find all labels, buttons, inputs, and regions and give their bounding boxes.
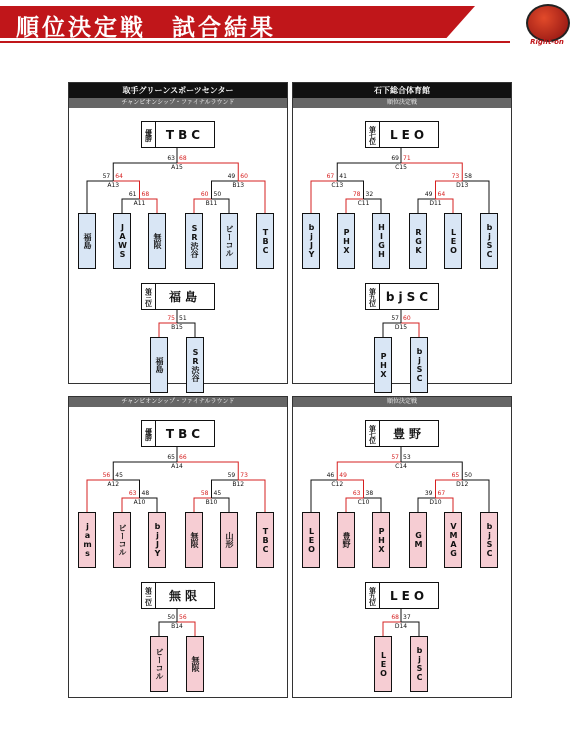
game-id: B15 [171, 324, 183, 331]
score-label: 41 [339, 173, 347, 180]
third-place-box [141, 283, 215, 310]
score-label: 65 [451, 472, 460, 479]
venue-title: 取手グリーンスポーツセンター [69, 83, 287, 98]
score-label: 45 [115, 472, 123, 479]
round-title: 順位決定戦 [293, 98, 511, 108]
score-label: 66 [179, 454, 187, 461]
team-box: 福島 [150, 337, 168, 393]
venue-title: 石下総合体育館 [293, 83, 511, 98]
rank-label: 第九位 [366, 583, 380, 608]
game-id: D14 [394, 623, 408, 630]
score-label: 57 [102, 173, 111, 180]
team-box: RGK [409, 213, 427, 269]
team-box: bjJY [302, 213, 320, 269]
third-place-box [365, 582, 439, 609]
third-place-name: bjSC [385, 289, 433, 304]
score-label: 56 [102, 472, 111, 479]
score-label: 37 [403, 614, 411, 621]
team-box: jams [78, 512, 96, 568]
team-box: LEO [444, 213, 462, 269]
game-id: C12 [331, 481, 344, 488]
game-id: A12 [107, 481, 120, 488]
logo-emblem-icon [526, 4, 570, 42]
score-label: 56 [179, 614, 187, 621]
score-label: 53 [403, 454, 411, 461]
game-id: B11 [205, 200, 218, 207]
round-title: 順位決定戦 [293, 397, 511, 407]
game-id: A14 [171, 463, 183, 470]
winner-box [141, 420, 215, 447]
game-id: C14 [395, 463, 407, 470]
team-box: 山形 [220, 512, 238, 568]
rank-label: 第三位 [142, 284, 156, 309]
score-label: 32 [365, 191, 374, 198]
team-box: LEO [302, 512, 320, 568]
team-box: bjSC [480, 213, 498, 269]
third-place-name: 無限 [168, 589, 201, 603]
score-label: 63 [352, 490, 361, 497]
team-box: PHX [337, 213, 355, 269]
score-label: 48 [141, 490, 150, 497]
winner-name: 豊野 [392, 427, 425, 441]
third-place-name: LEO [389, 588, 429, 603]
third-place-box [365, 283, 439, 310]
score-label: 50 [213, 191, 222, 198]
score-label: 67 [437, 490, 446, 497]
score-label: 69 [391, 155, 399, 162]
score-label: 61 [128, 191, 137, 198]
score-label: 49 [227, 173, 236, 180]
page-title: 順位決定戦 試合結果 [16, 15, 276, 41]
page-header [0, 0, 574, 52]
team-box: PHX [372, 512, 390, 568]
game-id: A11 [133, 200, 146, 207]
rank-label: 第九位 [366, 284, 380, 309]
winner-name: TBC [165, 426, 205, 441]
team-box: bjSC [410, 636, 428, 692]
score-label: 45 [213, 490, 222, 497]
score-label: 58 [200, 490, 209, 497]
winner-name: TBC [165, 127, 205, 142]
team-box: 豊野 [337, 512, 355, 568]
winner-name: LEO [389, 127, 429, 142]
score-label: 75 [167, 315, 175, 322]
third-place-box [141, 582, 215, 609]
third-place-name: 福島 [168, 290, 201, 304]
game-id: B13 [232, 182, 245, 189]
round-title: チャンピオンシップ・ファイナルラウンド [69, 397, 287, 407]
team-box: ビーコル [220, 213, 238, 269]
right-on-logo [520, 0, 574, 54]
team-box: HIGH [372, 213, 390, 269]
game-id: C10 [357, 499, 370, 506]
score-label: 63 [128, 490, 137, 497]
score-label: 73 [451, 173, 460, 180]
game-id: C13 [331, 182, 344, 189]
header-rule [0, 41, 510, 43]
winner-box [365, 121, 439, 148]
rank-label: 第七位 [366, 122, 380, 147]
bracket-panel [68, 82, 288, 384]
team-box: 福島 [78, 213, 96, 269]
score-label: 68 [391, 614, 399, 621]
score-label: 68 [141, 191, 150, 198]
bracket-panel [68, 396, 288, 698]
score-label: 65 [167, 454, 175, 461]
score-label: 60 [403, 315, 411, 322]
bracket-panel [292, 396, 512, 698]
team-box: 無限 [148, 213, 166, 269]
team-box: ビーコル [150, 636, 168, 692]
game-id: D15 [394, 324, 408, 331]
score-label: 57 [391, 454, 399, 461]
score-label: 50 [464, 472, 472, 479]
team-box: LEO [374, 636, 392, 692]
score-label: 60 [200, 191, 209, 198]
score-label: 46 [326, 472, 335, 479]
team-box: bjJY [148, 512, 166, 568]
game-id: C15 [395, 164, 407, 171]
score-label: 64 [437, 191, 446, 198]
team-box: ビーコル [113, 512, 131, 568]
winner-box [141, 121, 215, 148]
team-box: TBC [256, 213, 274, 269]
score-label: 49 [339, 472, 347, 479]
score-label: 59 [227, 472, 236, 479]
team-box: 無限 [185, 512, 203, 568]
team-box: VMAG [444, 512, 462, 568]
team-box: JAWS [113, 213, 131, 269]
game-id: D11 [429, 200, 442, 207]
score-label: 39 [424, 490, 433, 497]
logo-text: Right-on [530, 38, 564, 46]
score-label: 63 [167, 155, 175, 162]
game-id: D13 [456, 182, 469, 189]
score-label: 67 [326, 173, 335, 180]
team-box: bjSC [480, 512, 498, 568]
team-box: PHX [374, 337, 392, 393]
score-label: 73 [240, 472, 248, 479]
team-box: SR渋谷 [185, 213, 203, 269]
game-id: A15 [171, 164, 183, 171]
bracket-panel [292, 82, 512, 384]
score-label: 71 [403, 155, 411, 162]
team-box: bjSC [410, 337, 428, 393]
game-id: B12 [232, 481, 245, 488]
rank-label: 第七位 [366, 421, 380, 446]
rank-label: 第三位 [142, 583, 156, 608]
score-label: 50 [167, 614, 175, 621]
score-label: 64 [115, 173, 123, 180]
team-box: SR渋谷 [186, 337, 204, 393]
game-id: B14 [171, 623, 183, 630]
score-label: 57 [391, 315, 399, 322]
score-label: 68 [179, 155, 187, 162]
team-box: TBC [256, 512, 274, 568]
score-label: 78 [352, 191, 361, 198]
rank-label: 優勝 [142, 421, 156, 446]
team-box: 無限 [186, 636, 204, 692]
rank-label: 優勝 [142, 122, 156, 147]
game-id: A10 [133, 499, 146, 506]
score-label: 51 [179, 315, 187, 322]
game-id: C11 [357, 200, 370, 207]
game-id: A13 [107, 182, 120, 189]
round-title: チャンピオンシップ・ファイナルラウンド [69, 98, 287, 108]
score-label: 49 [424, 191, 433, 198]
team-box: GM [409, 512, 427, 568]
score-label: 58 [464, 173, 472, 180]
winner-box [365, 420, 439, 447]
game-id: D10 [429, 499, 442, 506]
game-id: D12 [456, 481, 469, 488]
score-label: 60 [240, 173, 248, 180]
score-label: 38 [365, 490, 374, 497]
game-id: B10 [205, 499, 218, 506]
